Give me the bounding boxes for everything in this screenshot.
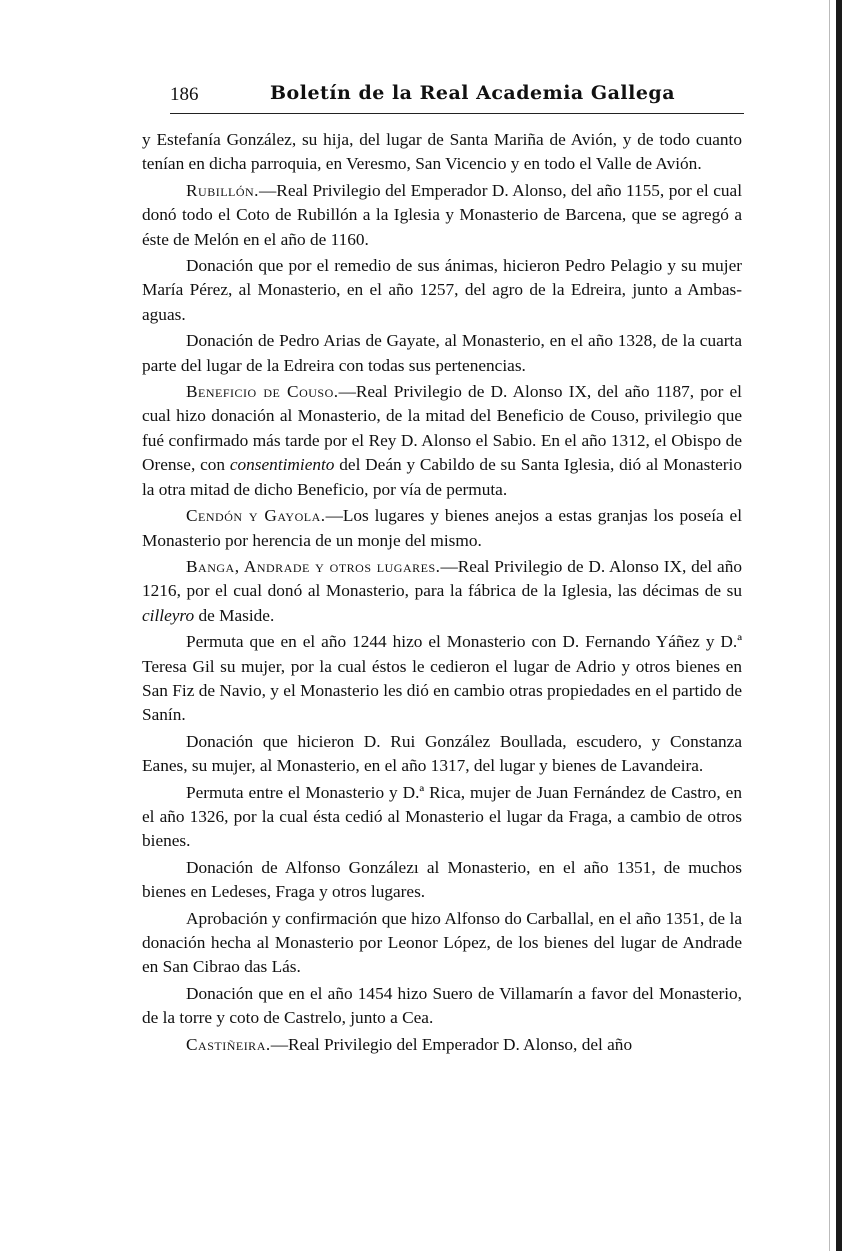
page-header	[170, 84, 744, 114]
paragraph: Cendón y Gayola.—Los lugares y bienes anejos a estas granjas los poseía el Monasterio por herencia de un monje del mismo.	[142, 506, 742, 550]
paragraph: Aprobación y confirmación que hizo Alfonso do Carballal, en el año 1351, de la donación hecha al Monasterio por Leonor López, de los bienes del lugar de Andrade en San Cibrao das Lás.	[142, 908, 742, 977]
paragraph: Donación que hicieron D. Rui González Boullada, escudero, y Constanza Eanes, su mujer, al Monasterio, en el año 1317, del lugar y bienes de Lavandeira.	[142, 731, 742, 776]
running-title: Boletín de la Real Academia Gallega	[270, 82, 676, 104]
paragraph: Banga, Andrade y otros lugares.—Real Privilegio de D. Alonso IX, del año 1216, por el cual donó al Monasterio, para la fábrica de la Iglesia, las décimas de su cilleyro de Maside.	[142, 556, 742, 625]
entry-heading: Castiñeira.	[186, 1034, 271, 1054]
entry-heading: Cendón y Gayola.	[186, 506, 326, 526]
paragraph: Rubillón.—Real Privilegio del Emperador D. Alonso, del año 1155, por el cual donó todo el Coto de Rubillón a la Iglesia y Monasterio de Barcena, que se agregó a éste de Melón en el año de 1160.	[142, 180, 742, 249]
paragraph: Permuta entre el Monasterio y D.ª Rica, mujer de Juan Fernández de Castro, en el año 1326, por la cual ésta cedió al Monasterio el lugar da Fraga, a cambio de otros bienes.	[142, 782, 742, 851]
entry-heading: Beneficio de Couso.	[186, 382, 339, 402]
paragraph: y Estefanía González, su hija, del lugar de Santa Mariña de Avión, y de todo cuanto tenían en dicha parroquia, en Veresmo, San Vicencio y en todo el Valle de Avión.	[142, 130, 742, 174]
scan-border-line	[829, 0, 830, 1251]
paragraph: Donación de Pedro Arias de Gayate, al Monasterio, en el año 1328, de la cuarta parte del lugar de la Edreira con todas sus pertenencias.	[142, 331, 742, 375]
scan-border	[836, 0, 842, 1251]
paragraph: Donación de Alfonso Gonzálezı al Monasterio, en el año 1351, de muchos bienes en Ledeses, Fraga y otros lugares.	[142, 857, 742, 902]
entry-heading: Rubillón.	[186, 180, 260, 200]
body-text	[142, 128, 742, 1059]
paragraph: Donación que por el remedio de sus ánimas, hicieron Pedro Pelagio y su mujer María Pérez, al Monasterio, en el año 1257, del agro de la Edreira, junto a Ambas-aguas.	[142, 256, 742, 324]
paragraph: Castiñeira.—Real Privilegio del Emperador D. Alonso, del año	[186, 1034, 633, 1054]
paragraph: Permuta que en el año 1244 hizo el Monasterio con D. Fernando Yáñez y D.ª Teresa Gil su mujer, por la cual éstos le cedieron el lugar de Adrio y otros bienes en San Fiz de Navio, y el Monasterio les dió en cambio otras propiedades en el partido de Sanín.	[142, 632, 742, 725]
page-number: 186	[170, 84, 199, 105]
paragraph: Donación que en el año 1454 hizo Suero de Villamarín a favor del Monasterio, de la torre y coto de Castrelo, junto a Cea.	[142, 983, 742, 1028]
header-rule	[170, 113, 744, 114]
entry-heading: Banga, Andrade y otros lugares.	[186, 556, 441, 576]
paragraph: Beneficio de Couso.—Real Privilegio de D. Alonso IX, del año 1187, por el cual hizo donación al Monasterio, de la mitad del Beneficio de Couso, privilegio que fué confirmado más tarde por el Rey D. Alonso el Sabio. En el año 1312, el Obispo de Orense, con consentimiento del Deán y Cabildo de su Santa Iglesia, dió al Monasterio la otra mitad de dicho Beneficio, por vía de permuta.	[142, 382, 742, 499]
